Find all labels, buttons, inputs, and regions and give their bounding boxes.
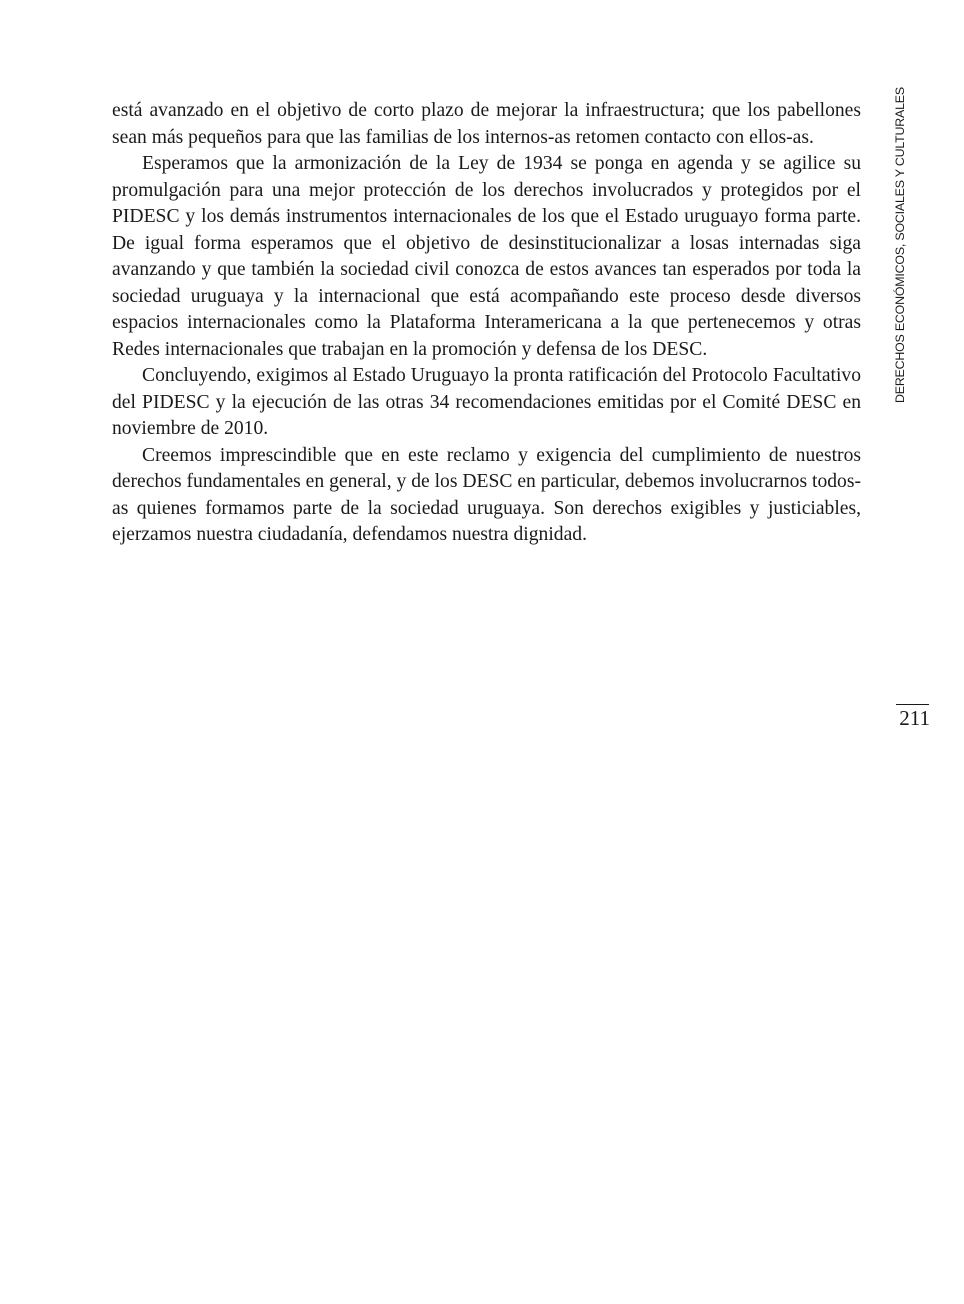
paragraph-1: está avanzado en el objetivo de corto plazo de mejorar la infraestructura; que los pabellones sean más pequeños para que las familias de los internos-as retomen contacto con ellos-as. xyxy=(112,100,861,148)
page-number: 211 xyxy=(899,706,930,730)
paragraph-4: Creemos imprescindible que en este reclamo y exigencia del cumplimiento de nuestros derechos fundamentales en general, y de los DESC en particular, debemos involucrarnos todos-as quienes formamos parte de la sociedad uruguaya. Son derechos exigibles y justiciables, ejerzamos nuestra ciudadanía, defendamos nuestra dignidad. xyxy=(112,444,861,545)
running-header-section-title: DERECHOS ECONÓMICOS, SOCIALES Y CULTURALES xyxy=(893,87,907,403)
paragraph-3: Concluyendo, exigimos al Estado Uruguayo la pronta ratificación del Protocolo Facultativo del PIDESC y la ejecución de las otras 34 recomendaciones emitidas por el Comité DESC en noviembre de 2010. xyxy=(112,365,861,439)
body-text xyxy=(112,98,861,549)
paragraph-2: Esperamos que la armonización de la Ley de 1934 se ponga en agenda y se agilice su promulgación para una mejor protección de los derechos involucrados y protegidos por el PIDESC y los demás instrumentos internacionales de los que el Estado uruguayo forma parte. De igual forma esperamos que el objetivo de desinstitucionalizar a losas internadas siga avanzando y que también la sociedad civil conozca de estos avances tan esperados por toda la sociedad uruguaya y la internacional que está acompañando este proceso desde diversos espacios internacionales como la Plataforma Interamericana a la que pertenecemos y otras Redes internacionales que trabajan en la promoción y defensa de los DESC. xyxy=(112,153,861,360)
page-number-rule xyxy=(896,704,929,705)
